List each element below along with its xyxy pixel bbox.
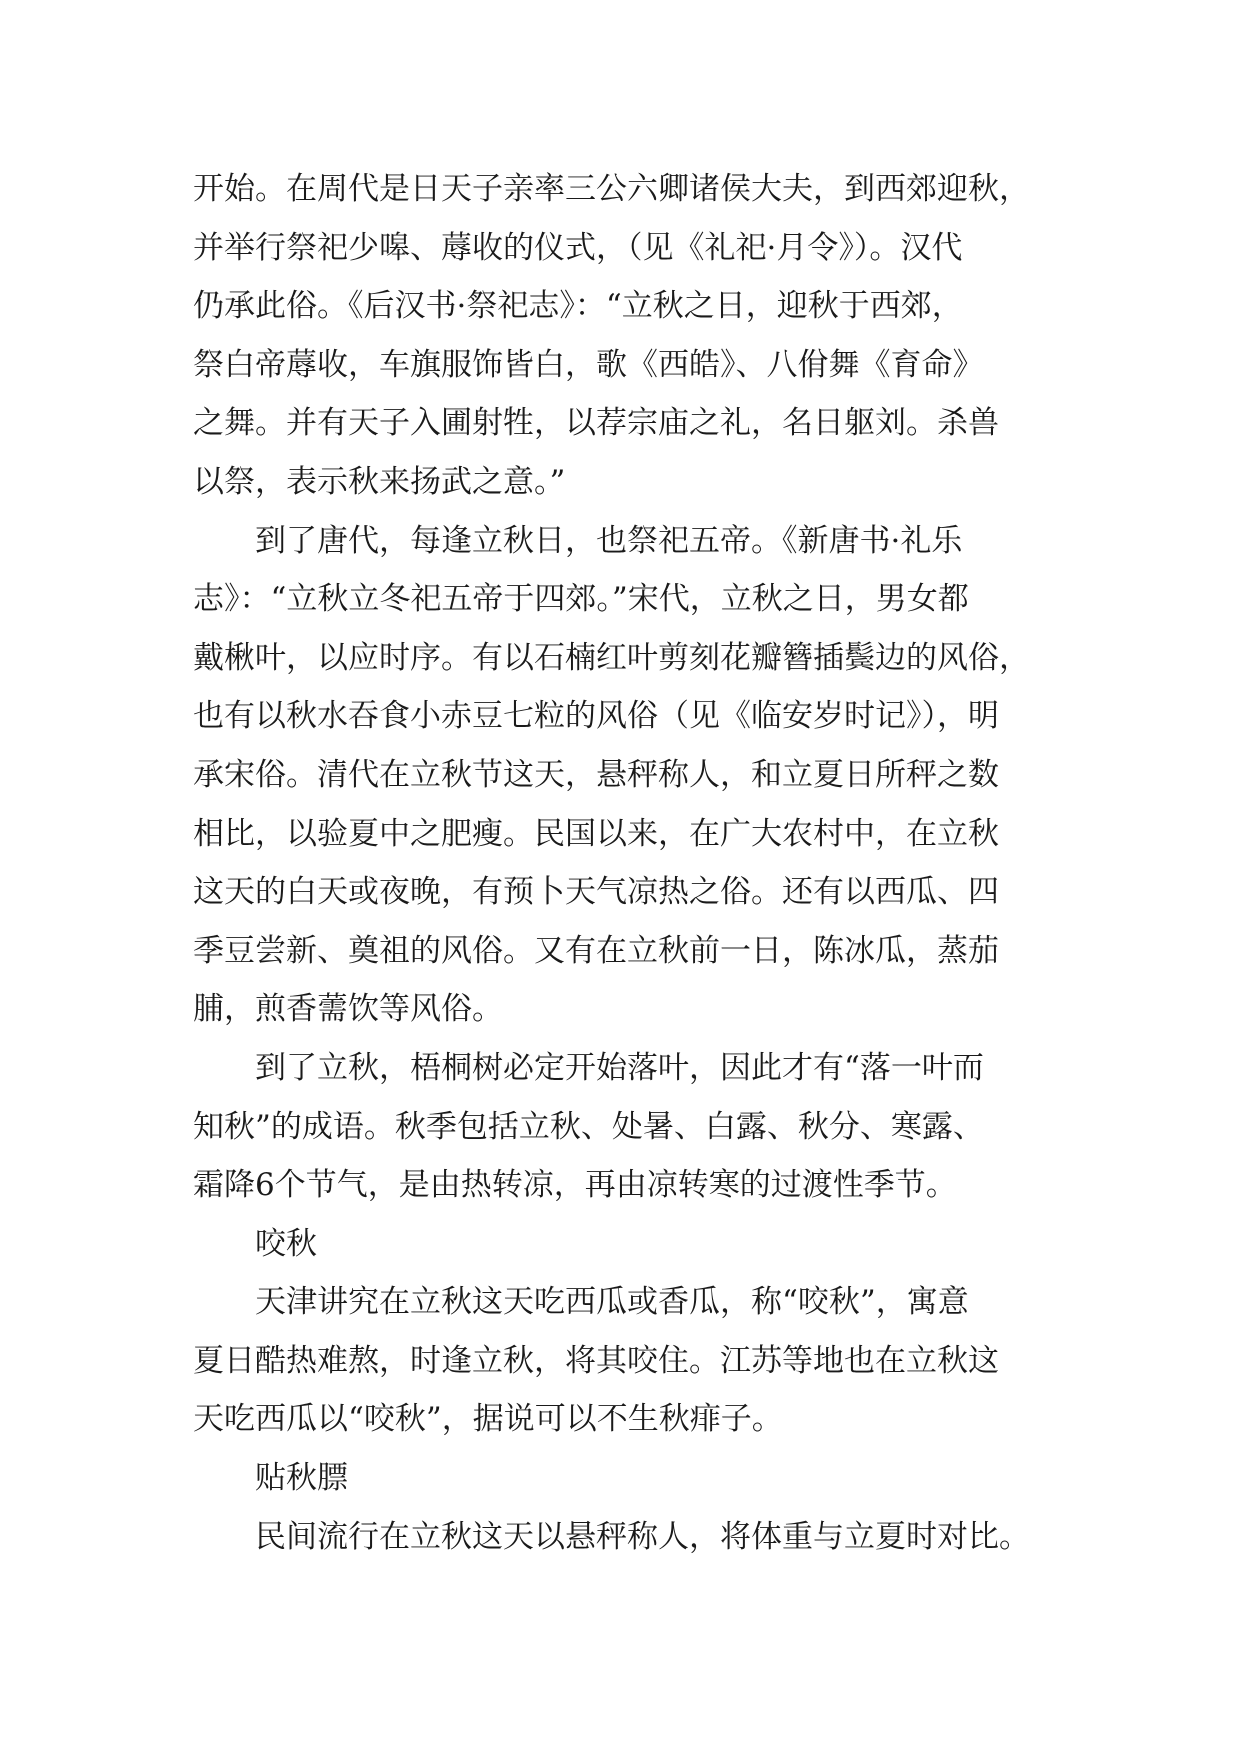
paragraph-start-line: 到了立秋，梧桐树必定开始落叶，因此才有“落一叶而 bbox=[255, 1049, 984, 1086]
text-line: 祭白帝蓐收，车旗服饰皆白，歌《西皓》、八佾舞《育命》 bbox=[193, 346, 984, 383]
text-line: 戴楸叶，以应时序。有以石楠红叶剪刻花瓣簪插鬓边的风俗， bbox=[193, 639, 1030, 676]
text-line: 相比，以验夏中之肥瘦。民国以来，在广大农村中，在立秋 bbox=[193, 815, 999, 852]
paragraph-start-line: 民间流行在立秋这天以悬秤称人，将体重与立夏时对比。 bbox=[255, 1518, 1030, 1555]
text-line: 以祭，表示秋来扬武之意。” bbox=[193, 463, 566, 500]
text-line: 志》：“立秋立冬祀五帝于四郊。”宋代，立秋之日，男女都 bbox=[193, 581, 969, 618]
text-line: 霜降6个节气，是由热转凉，再由凉转寒的过渡性季节。 bbox=[193, 1167, 957, 1204]
text-line: 仍承此俗。《后汉书·祭祀志》：“立秋之日，迎秋于西郊， bbox=[193, 288, 963, 325]
text-line: 脯，煎香薷饮等风俗。 bbox=[193, 991, 503, 1028]
section-heading: 贴秋膘 bbox=[255, 1460, 348, 1497]
text-line: 之舞。并有天子入圃射牲，以荐宗庙之礼，名日躯刘。杀兽 bbox=[193, 405, 999, 442]
text-line: 知秋”的成语。秋季包括立秋、处暑、白露、秋分、寒露、 bbox=[193, 1108, 984, 1145]
text-line: 这天的白天或夜晚，有预卜天气凉热之俗。还有以西瓜、四 bbox=[193, 874, 999, 911]
paragraph-start-line: 到了唐代，每逢立秋日，也祭祀五帝。《新唐书·礼乐 bbox=[255, 522, 963, 559]
text-line: 夏日酷热难熬，时逢立秋，将其咬住。江苏等地也在立秋这 bbox=[193, 1342, 999, 1379]
section-heading: 咬秋 bbox=[255, 1225, 317, 1262]
text-line: 天吃西瓜以“咬秋”，据说可以不生秋痱子。 bbox=[193, 1401, 783, 1438]
document-body bbox=[193, 160, 1053, 1566]
text-line: 季豆尝新、奠祖的风俗。又有在立秋前一日，陈冰瓜，蒸茄 bbox=[193, 932, 999, 969]
paragraph-start-line: 天津讲究在立秋这天吃西瓜或香瓜，称“咬秋”，寓意 bbox=[255, 1284, 969, 1321]
text-line: 开始。在周代是日天子亲率三公六卿诸侯大夫，到西郊迎秋， bbox=[193, 171, 1030, 207]
text-line: 承宋俗。清代在立秋节这天，悬秤称人，和立夏日所秤之数 bbox=[193, 756, 999, 793]
text-line: 也有以秋水吞食小赤豆七粒的风俗（见《临安岁时记》），明 bbox=[193, 698, 999, 735]
text-line: 并举行祭祀少嗥、蓐收的仪式，（见《礼祀·月令》）。汉代 bbox=[193, 229, 963, 266]
